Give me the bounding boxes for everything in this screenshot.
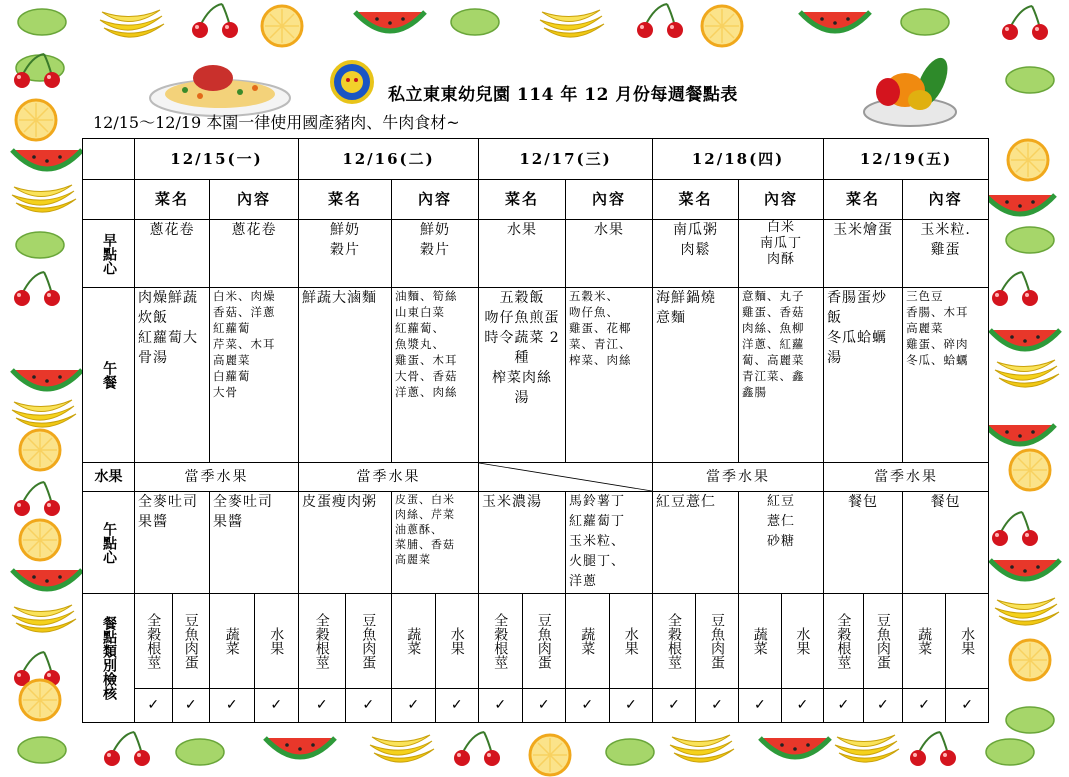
snack-dish: 玉米濃湯 (479, 492, 566, 594)
check-mark-icon: ✓ (135, 689, 173, 722)
breakfast-dish: 蔥花卷 (135, 220, 210, 288)
breakfast-content: 水果 (566, 220, 653, 288)
group-split-cell (299, 594, 392, 689)
check-mark-icon: ✓ (624, 697, 637, 713)
content-header: 內容 (903, 180, 989, 220)
day-header: 12/15(一) (135, 139, 299, 180)
snack-content: 全麥吐司 果醬 (210, 492, 299, 594)
group-split-cell (566, 594, 653, 689)
fruit-label: 水果 (83, 463, 135, 492)
check-pair (739, 689, 824, 723)
fruit-row (83, 463, 989, 492)
group-fruit: 水果 (794, 627, 811, 655)
check-mark-icon: ✓ (566, 689, 610, 722)
vegetable-bowl-illustration (860, 52, 960, 132)
date-header-row (83, 139, 989, 180)
breakfast-dish: 鮮奶 穀片 (299, 220, 392, 288)
group-grains: 全穀根莖 (313, 613, 330, 669)
name-header: 菜名 (299, 180, 392, 220)
snack-content: 馬鈴薯丁 紅蘿蔔丁 玉米粒、 火腿丁、 洋蔥 (566, 492, 653, 594)
lunch-row (83, 288, 989, 463)
snack-row (83, 492, 989, 594)
lunch-label: 午餐 (83, 288, 135, 463)
lunch-content: 油麵、筍絲 山東白菜 紅蘿蔔、 魚漿丸、 雞蛋、木耳 大骨、香菇 洋蔥、肉絲 (392, 288, 479, 463)
fruit-cell: 當季水果 (135, 463, 299, 492)
check-mark-icon: ✓ (392, 689, 436, 722)
group-grains: 全穀根莖 (666, 613, 683, 669)
day-header: 12/19(五) (824, 139, 989, 180)
breakfast-row (83, 220, 989, 288)
check-mark-icon: ✓ (210, 689, 255, 722)
group-protein: 豆魚肉蛋 (709, 613, 726, 669)
day-header: 12/16(二) (299, 139, 479, 180)
breakfast-label: 早點心 (83, 220, 135, 288)
breakfast-dish: 南瓜粥 肉鬆 (653, 220, 739, 288)
snack-label: 午點心 (83, 492, 135, 594)
check-mark-icon: ✓ (184, 697, 197, 713)
fruit-cell-empty (479, 463, 653, 492)
content-header: 內容 (392, 180, 479, 220)
group-split-cell (653, 594, 739, 689)
group-split-cell (135, 594, 210, 689)
group-protein: 豆魚肉蛋 (874, 613, 891, 669)
group-vegetable: 蔬菜 (916, 627, 933, 655)
school-logo (330, 60, 374, 108)
group-fruit: 水果 (959, 627, 976, 655)
check-pair (566, 689, 653, 723)
breakfast-content: 鮮奶 穀片 (392, 220, 479, 288)
lunch-dish: 海鮮鍋燒 意麵 (653, 288, 739, 463)
group-protein: 豆魚肉蛋 (182, 613, 199, 669)
check-pair (653, 689, 739, 723)
fruit-cell: 當季水果 (824, 463, 989, 492)
group-fruit: 水果 (448, 627, 465, 655)
check-pair (210, 689, 299, 723)
fruit-cell: 當季水果 (653, 463, 824, 492)
group-protein: 豆魚肉蛋 (535, 613, 552, 669)
group-split-cell (903, 594, 989, 689)
group-protein: 豆魚肉蛋 (360, 613, 377, 669)
group-vegetable: 蔬菜 (751, 627, 768, 655)
check-mark-icon: ✓ (299, 689, 346, 722)
check-pair (135, 689, 210, 723)
check-mark-icon: ✓ (653, 689, 696, 722)
group-split-cell (210, 594, 299, 689)
breakfast-content: 蔥花卷 (210, 220, 299, 288)
lunch-dish: 五穀飯 吻仔魚煎蛋 時令蔬菜 2 種 榨菜肉絲 湯 (479, 288, 566, 463)
name-header: 菜名 (479, 180, 566, 220)
group-grains: 全穀根莖 (492, 613, 509, 669)
snack-content: 餐包 (903, 492, 989, 594)
group-split-cell (479, 594, 566, 689)
lunch-content: 五穀米、 吻仔魚、 雞蛋、花椰 菜、青江、 榨菜、肉絲 (566, 288, 653, 463)
name-header: 菜名 (824, 180, 903, 220)
corner-cell (83, 180, 135, 220)
check-mark-icon: ✓ (796, 697, 809, 713)
snack-dish: 紅豆薏仁 (653, 492, 739, 594)
group-fruit: 水果 (268, 627, 285, 655)
check-mark-icon: ✓ (362, 697, 375, 713)
check-mark-row (83, 689, 989, 723)
check-pair (479, 689, 566, 723)
breakfast-dish: 玉米燴蛋 (824, 220, 903, 288)
lunch-dish: 肉燥鮮蔬 炊飯 紅蘿蔔大 骨湯 (135, 288, 210, 463)
lunch-content: 意麵、丸子 雞蛋、香菇 肉絲、魚柳 洋蔥、紅蘿 蔔、高麗菜 青江菜、鑫 鑫腸 (739, 288, 824, 463)
snack-dish: 皮蛋瘦肉粥 (299, 492, 392, 594)
group-split-cell (392, 594, 479, 689)
check-mark-icon: ✓ (450, 697, 463, 713)
food-group-row (83, 594, 989, 689)
group-vegetable: 蔬菜 (405, 627, 422, 655)
content-header: 內容 (210, 180, 299, 220)
group-fruit: 水果 (622, 627, 639, 655)
group-grains: 全穀根莖 (145, 613, 162, 669)
group-vegetable: 蔬菜 (223, 627, 240, 655)
group-grains: 全穀根莖 (835, 613, 852, 669)
snack-content: 皮蛋、白米 肉絲、芹菜 油蔥酥、 菜脯、香菇 高麗菜 (392, 492, 479, 594)
day-header: 12/17(三) (479, 139, 653, 180)
snack-content: 紅豆 薏仁 砂糖 (739, 492, 824, 594)
check-mark-icon: ✓ (537, 697, 550, 713)
snack-dish: 全麥吐司 果醬 (135, 492, 210, 594)
check-mark-icon: ✓ (876, 697, 889, 713)
check-mark-icon: ✓ (903, 689, 946, 722)
snack-dish: 餐包 (824, 492, 903, 594)
check-mark-icon: ✓ (739, 689, 782, 722)
content-header: 內容 (739, 180, 824, 220)
check-mark-icon: ✓ (479, 689, 523, 722)
check-mark-icon: ✓ (711, 697, 723, 713)
check-mark-icon: ✓ (961, 697, 973, 713)
breakfast-content: 玉米粒. 雞蛋 (903, 220, 989, 288)
group-vegetable: 蔬菜 (579, 627, 596, 655)
name-header: 菜名 (653, 180, 739, 220)
check-pair (299, 689, 392, 723)
breakfast-content: 白米 南瓜丁 肉酥 (739, 220, 824, 288)
check-mark-icon: ✓ (824, 689, 864, 722)
breakfast-dish: 水果 (479, 220, 566, 288)
content-header: 內容 (566, 180, 653, 220)
name-header: 菜名 (135, 180, 210, 220)
sub-header-row (83, 180, 989, 220)
fruit-cell: 當季水果 (299, 463, 479, 492)
check-mark-icon: ✓ (270, 697, 283, 713)
lunch-content: 三色豆 香腸、木耳 高麗菜 雞蛋、碎肉 冬瓜、蛤蠣 (903, 288, 989, 463)
lunch-content: 白米、肉燥 香菇、洋蔥 紅蘿蔔 芹菜、木耳 高麗菜 白蘿蔔 大骨 (210, 288, 299, 463)
check-pair (903, 689, 989, 723)
group-split-cell (739, 594, 824, 689)
day-header: 12/18(四) (653, 139, 824, 180)
page-subtitle: 12/15～12/19 本園一律使用國產豬肉、牛肉食材~ (93, 113, 460, 132)
check-pair (824, 689, 903, 723)
lunch-dish: 香腸蛋炒 飯 冬瓜蛤蠣 湯 (824, 288, 903, 463)
corner-cell (83, 139, 135, 180)
check-label: 餐點類別檢核 (83, 594, 135, 723)
diagonal-slash (479, 463, 652, 491)
page-title: 私立東東幼兒園 114 年 12 月份每週餐點表 (388, 85, 738, 105)
group-split-cell (824, 594, 903, 689)
lunch-dish: 鮮蔬大滷麵 (299, 288, 392, 463)
weekly-menu-table (82, 138, 989, 723)
check-pair (392, 689, 479, 723)
